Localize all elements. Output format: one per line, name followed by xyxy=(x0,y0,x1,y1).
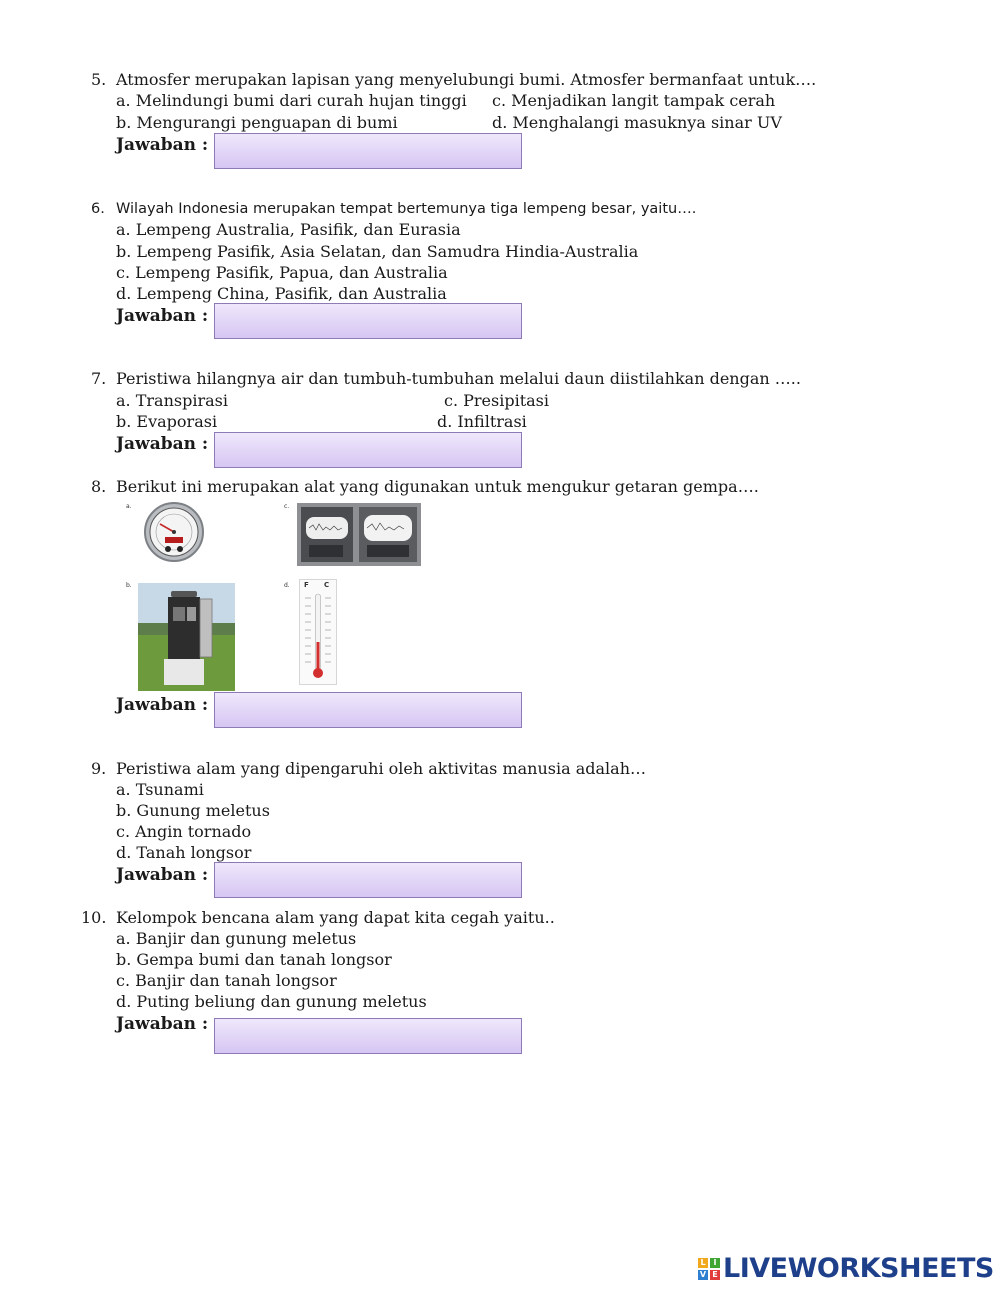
option-a: a. Lempeng Australia, Pasifik, dan Eurasia xyxy=(116,220,461,239)
question-text: Kelompok bencana alam yang dapat kita cegah yaitu.. xyxy=(116,908,555,927)
question-text: Berikut ini merupakan alat yang digunakan untuk mengukur getaran gempa…. xyxy=(116,477,759,496)
option-c: c. Menjadikan langit tampak cerah xyxy=(492,91,776,110)
brand-text: LIVEWORKSHEETS xyxy=(723,1253,994,1284)
question-number: 8. xyxy=(91,477,107,496)
logo-letter-v: V xyxy=(699,1270,707,1279)
question-text: Atmosfer merupakan lapisan yang menyelubungi bumi. Atmosfer bermanfaat untuk…. xyxy=(116,70,817,89)
seismograph-image xyxy=(297,503,421,566)
image-letter-a: a. xyxy=(126,503,132,510)
speedometer-image xyxy=(138,502,210,562)
answer-input-5[interactable] xyxy=(214,133,522,169)
logo-letter-l: L xyxy=(698,1258,708,1268)
instrument-box-image xyxy=(138,583,235,691)
image-letter-b: b. xyxy=(126,582,132,589)
scale-label-c: C xyxy=(324,581,330,589)
option-b: b. Mengurangi penguapan di bumi xyxy=(116,113,398,132)
option-d: d. Infiltrasi xyxy=(437,412,527,431)
answer-label: Jawaban : xyxy=(116,695,209,715)
logo-letter-e: E xyxy=(710,1270,720,1280)
question-number: 6. xyxy=(91,201,105,217)
logo-letter-i: I xyxy=(710,1258,720,1268)
question-text: Peristiwa hilangnya air dan tumbuh-tumbuhan melalui daun diistilahkan dengan ….. xyxy=(116,369,801,388)
question-number: 9. xyxy=(91,759,107,778)
option-d: d. Lempeng China, Pasifik, dan Australia xyxy=(116,284,447,303)
answer-input-9[interactable] xyxy=(214,862,522,898)
option-c: c. Angin tornado xyxy=(116,822,252,841)
option-d: d. Puting beliung dan gunung meletus xyxy=(116,992,427,1011)
answer-input-10[interactable] xyxy=(214,1018,522,1054)
answer-label: Jawaban : xyxy=(116,306,209,326)
liveworksheets-logo xyxy=(698,1255,994,1285)
option-b: b. Gunung meletus xyxy=(116,801,270,820)
option-b: b. Lempeng Pasifik, Asia Selatan, dan Samudra Hindia-Australia xyxy=(116,242,639,261)
question-number: 7. xyxy=(91,369,107,388)
option-a: a. Transpirasi xyxy=(116,391,228,410)
option-c: c. Presipitasi xyxy=(444,391,549,410)
scale-label-f: F xyxy=(304,581,309,589)
option-d: d. Menghalangi masuknya sinar UV xyxy=(492,113,782,132)
option-b: b. Evaporasi xyxy=(116,412,218,431)
option-c: c. Lempeng Pasifik, Papua, dan Australia xyxy=(116,263,448,282)
thermometer-tube xyxy=(300,590,336,684)
answer-label: Jawaban : xyxy=(116,865,209,885)
answer-label: Jawaban : xyxy=(116,135,209,155)
question-number: 10. xyxy=(81,908,107,927)
answer-label: Jawaban : xyxy=(116,1014,209,1034)
question-text: Peristiwa alam yang dipengaruhi oleh aktivitas manusia adalah… xyxy=(116,759,647,778)
answer-input-6[interactable] xyxy=(214,303,522,339)
answer-input-7[interactable] xyxy=(214,432,522,468)
option-a: a. Banjir dan gunung meletus xyxy=(116,929,357,948)
option-a: a. Melindungi bumi dari curah hujan tinggi xyxy=(116,91,467,110)
option-d: d. Tanah longsor xyxy=(116,843,252,862)
answer-label: Jawaban : xyxy=(116,434,209,454)
logo-icon xyxy=(698,1258,720,1280)
question-text: Wilayah Indonesia merupakan tempat bertemunya tiga lempeng besar, yaitu…. xyxy=(116,201,697,217)
thermometer-image xyxy=(299,579,337,685)
option-c: c. Banjir dan tanah longsor xyxy=(116,971,337,990)
image-letter-c: c. xyxy=(284,503,290,510)
option-a: a. Tsunami xyxy=(116,780,204,799)
question-number: 5. xyxy=(91,70,107,89)
option-b: b. Gempa bumi dan tanah longsor xyxy=(116,950,392,969)
image-letter-d: d. xyxy=(284,582,290,589)
answer-input-8[interactable] xyxy=(214,692,522,728)
